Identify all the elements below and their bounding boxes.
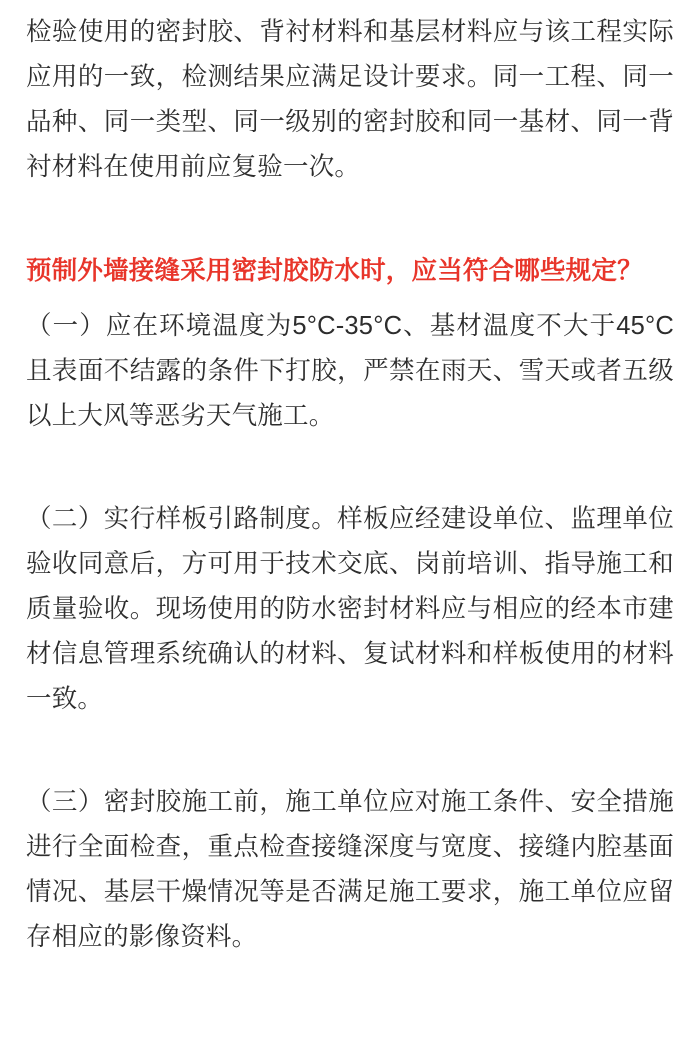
clause-item-2: （二）实行样板引路制度。样板应经建设单位、监理单位验收同意后，方可用于技术交底、岗前培训、指导施工和质量验收。现场使用的防水密封材料应与相应的经本市建材信息管理系统确认的材料、复试材料和样板使用的材料一致。 — [26, 505, 674, 713]
spacer — [26, 439, 674, 497]
clause-item-3: （三）密封胶施工前，施工单位应对施工条件、安全措施进行全面检查，重点检查接缝深度与宽度、接缝内腔基面情况、基层干燥情况等是否满足施工要求，施工单位应留存相应的影像资料。 — [26, 788, 674, 951]
clause-item-1: （一）应在环境温度为5°C-35°C、基材温度不大于45°C且表面不结露的条件下打胶，严禁在雨天、雪天或者五级以上大风等恶劣天气施工。 — [26, 312, 674, 430]
intro-paragraph: 检验使用的密封胶、背衬材料和基层材料应与该工程实际应用的一致，检测结果应满足设计要求。同一工程、同一品种、同一类型、同一级别的密封胶和同一基材、同一背衬材料在使用前应复验一次。 — [26, 18, 674, 181]
spacer — [26, 294, 674, 304]
spacer — [26, 190, 674, 248]
section-heading: 预制外墙接缝采用密封胶防水时，应当符合哪些规定？ — [26, 257, 643, 285]
spacer — [26, 722, 674, 780]
